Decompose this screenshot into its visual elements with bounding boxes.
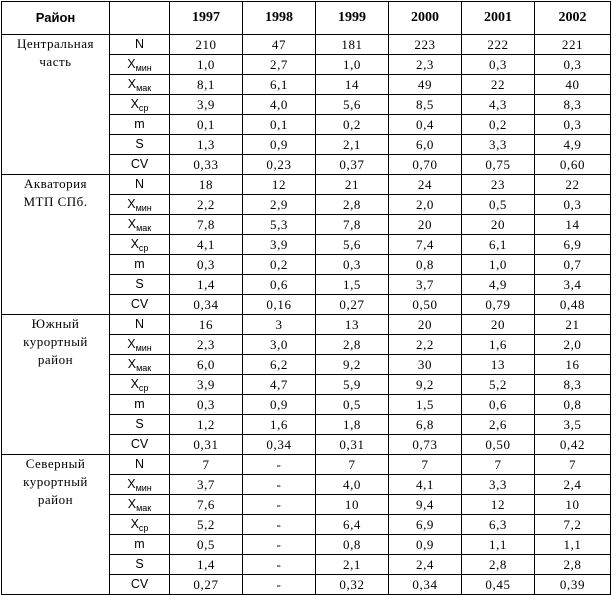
value-cell: 1,6 xyxy=(462,335,535,355)
value-cell: 16 xyxy=(170,315,243,335)
value-cell: 1,8 xyxy=(316,415,389,435)
value-cell: - xyxy=(243,475,316,495)
region-name xyxy=(2,35,110,175)
table-row xyxy=(2,455,611,475)
statistic-subscript: мин xyxy=(135,63,152,73)
value-cell: 181 xyxy=(316,35,389,55)
value-cell: 14 xyxy=(316,75,389,95)
value-cell: 0,4 xyxy=(389,115,462,135)
value-cell: 1,0 xyxy=(462,255,535,275)
statistic-label xyxy=(110,275,170,295)
statistic-subscript: мак xyxy=(136,223,152,233)
region-name-line: курортный xyxy=(23,474,88,489)
value-cell: 22 xyxy=(462,75,535,95)
value-cell: 23 xyxy=(462,175,535,195)
value-cell: 0,8 xyxy=(389,255,462,275)
statistic-subscript: ср xyxy=(138,243,149,253)
value-cell: 5,2 xyxy=(170,515,243,535)
value-cell: 0,9 xyxy=(389,535,462,555)
value-cell: 49 xyxy=(389,75,462,95)
value-cell: 0,31 xyxy=(316,435,389,455)
region-name-line: Акватория xyxy=(23,176,88,191)
value-cell: 0,9 xyxy=(243,135,316,155)
value-cell: - xyxy=(243,535,316,555)
value-cell: 1,5 xyxy=(389,395,462,415)
statistic-symbol: m xyxy=(134,257,145,271)
value-cell: 1,1 xyxy=(535,535,611,555)
value-cell: 20 xyxy=(389,215,462,235)
statistic-label xyxy=(110,175,170,195)
value-cell: 7,4 xyxy=(389,235,462,255)
value-cell: 0,39 xyxy=(535,575,611,595)
statistic-label xyxy=(110,555,170,575)
statistic-subscript: ср xyxy=(138,523,149,533)
table-body xyxy=(2,35,611,595)
value-cell: 6,0 xyxy=(170,355,243,375)
year-header: 1997 xyxy=(170,2,243,35)
year-header: 1998 xyxy=(243,2,316,35)
value-cell: 0,3 xyxy=(316,255,389,275)
value-cell: 3,0 xyxy=(243,335,316,355)
value-cell: 0,5 xyxy=(462,195,535,215)
statistic-label xyxy=(110,395,170,415)
value-cell: 0,27 xyxy=(170,575,243,595)
table-row xyxy=(2,35,611,55)
value-cell: 5,2 xyxy=(462,375,535,395)
value-cell: 0,3 xyxy=(535,115,611,135)
value-cell: 3,5 xyxy=(535,415,611,435)
value-cell: 0,3 xyxy=(170,255,243,275)
value-cell: 0,32 xyxy=(316,575,389,595)
value-cell: 24 xyxy=(389,175,462,195)
value-cell: 7,2 xyxy=(535,515,611,535)
value-cell: 16 xyxy=(535,355,611,375)
statistic-label xyxy=(110,55,170,75)
year-header: 1999 xyxy=(316,2,389,35)
statistic-symbol: CV xyxy=(130,297,149,311)
statistic-symbol: m xyxy=(134,397,145,411)
value-cell: 3,3 xyxy=(462,475,535,495)
value-cell: 20 xyxy=(389,315,462,335)
value-cell: 6,1 xyxy=(243,75,316,95)
value-cell: 0,6 xyxy=(462,395,535,415)
statistic-label xyxy=(110,295,170,315)
value-cell: 0,3 xyxy=(462,55,535,75)
value-cell: 7 xyxy=(462,455,535,475)
value-cell: 0,50 xyxy=(389,295,462,315)
value-cell: 0,16 xyxy=(243,295,316,315)
value-cell: 12 xyxy=(462,495,535,515)
value-cell: 3,4 xyxy=(535,275,611,295)
value-cell: 2,8 xyxy=(316,335,389,355)
statistic-symbol: X xyxy=(130,97,139,111)
region-name-line: курортный xyxy=(23,334,88,349)
value-cell: 7 xyxy=(389,455,462,475)
value-cell: 6,3 xyxy=(462,515,535,535)
value-cell: 9,2 xyxy=(316,355,389,375)
statistic-subscript: мак xyxy=(136,503,152,513)
statistic-symbol: N xyxy=(134,317,145,331)
statistic-symbol: S xyxy=(135,277,144,291)
value-cell: 3,9 xyxy=(170,375,243,395)
statistic-symbol: X xyxy=(127,57,136,71)
value-cell: 0,34 xyxy=(243,435,316,455)
year-header: 2002 xyxy=(535,2,611,35)
value-cell: 2,9 xyxy=(243,195,316,215)
value-cell: 223 xyxy=(389,35,462,55)
value-cell: 4,9 xyxy=(462,275,535,295)
statistic-symbol: X xyxy=(127,337,136,351)
value-cell: 221 xyxy=(535,35,611,55)
value-cell: 0,6 xyxy=(243,275,316,295)
value-cell: 0,34 xyxy=(389,575,462,595)
value-cell: 4,0 xyxy=(316,475,389,495)
statistic-symbol: S xyxy=(135,137,144,151)
value-cell: 10 xyxy=(316,495,389,515)
value-cell: 6,2 xyxy=(243,355,316,375)
stat-header xyxy=(110,2,170,35)
value-cell: 0,79 xyxy=(462,295,535,315)
value-cell: 0,5 xyxy=(316,395,389,415)
value-cell: 0,8 xyxy=(535,395,611,415)
statistic-symbol: S xyxy=(135,417,144,431)
value-cell: 222 xyxy=(462,35,535,55)
statistic-symbol: X xyxy=(127,77,137,91)
value-cell: 0,75 xyxy=(462,155,535,175)
value-cell: 5,3 xyxy=(243,215,316,235)
value-cell: 12 xyxy=(243,175,316,195)
value-cell: 7 xyxy=(316,455,389,475)
value-cell: 20 xyxy=(462,315,535,335)
value-cell: 2,3 xyxy=(170,335,243,355)
value-cell: 2,2 xyxy=(170,195,243,215)
statistic-label xyxy=(110,375,170,395)
statistic-subscript: ср xyxy=(138,103,149,113)
value-cell: 8,1 xyxy=(170,75,243,95)
value-cell: 0,9 xyxy=(243,395,316,415)
statistic-symbol: m xyxy=(134,117,145,131)
table-row xyxy=(2,315,611,335)
value-cell: 0,50 xyxy=(462,435,535,455)
statistic-label xyxy=(110,495,170,515)
statistic-subscript: ср xyxy=(138,383,149,393)
statistic-symbol: CV xyxy=(130,157,149,171)
value-cell: 8,5 xyxy=(389,95,462,115)
value-cell: 0,34 xyxy=(170,295,243,315)
value-cell: - xyxy=(243,455,316,475)
value-cell: 1,0 xyxy=(316,55,389,75)
value-cell: 4,9 xyxy=(535,135,611,155)
value-cell: 0,33 xyxy=(170,155,243,175)
value-cell: 2,8 xyxy=(316,195,389,215)
value-cell: 9,2 xyxy=(389,375,462,395)
value-cell: 21 xyxy=(316,175,389,195)
value-cell: 10 xyxy=(535,495,611,515)
value-cell: - xyxy=(243,575,316,595)
value-cell: 0,48 xyxy=(535,295,611,315)
value-cell: 5,9 xyxy=(316,375,389,395)
statistic-label xyxy=(110,335,170,355)
value-cell: 0,7 xyxy=(535,255,611,275)
year-header: 2000 xyxy=(389,2,462,35)
table-row xyxy=(2,175,611,195)
statistic-label xyxy=(110,195,170,215)
region-name-line: район xyxy=(37,492,74,507)
value-cell: 21 xyxy=(535,315,611,335)
value-cell: 2,8 xyxy=(462,555,535,575)
statistic-symbol: X xyxy=(127,197,136,211)
value-cell: 7,6 xyxy=(170,495,243,515)
value-cell: 18 xyxy=(170,175,243,195)
statistic-label xyxy=(110,155,170,175)
value-cell: 1,1 xyxy=(462,535,535,555)
value-cell: 0,27 xyxy=(316,295,389,315)
statistic-label xyxy=(110,535,170,555)
value-cell: 0,37 xyxy=(316,155,389,175)
value-cell: 30 xyxy=(389,355,462,375)
value-cell: 3,7 xyxy=(170,475,243,495)
value-cell: 3,9 xyxy=(243,235,316,255)
value-cell: 0,3 xyxy=(535,195,611,215)
statistic-symbol: X xyxy=(130,237,139,251)
value-cell: 2,1 xyxy=(316,135,389,155)
region-name-line: часть xyxy=(39,54,72,69)
value-cell: 0,45 xyxy=(462,575,535,595)
value-cell: 3,3 xyxy=(462,135,535,155)
value-cell: 0,2 xyxy=(462,115,535,135)
value-cell: 6,9 xyxy=(389,515,462,535)
value-cell: 0,73 xyxy=(389,435,462,455)
value-cell: 7 xyxy=(535,455,611,475)
value-cell: 1,5 xyxy=(316,275,389,295)
value-cell: 4,1 xyxy=(389,475,462,495)
region-name-line: МТП СПб. xyxy=(23,194,88,209)
statistic-symbol: S xyxy=(135,557,144,571)
value-cell: 2,4 xyxy=(389,555,462,575)
value-cell: 2,0 xyxy=(389,195,462,215)
statistic-symbol: X xyxy=(127,217,137,231)
region-header: Район xyxy=(2,2,110,35)
value-cell: 0,5 xyxy=(170,535,243,555)
value-cell: 2,6 xyxy=(462,415,535,435)
value-cell: 14 xyxy=(535,215,611,235)
value-cell: 2,7 xyxy=(243,55,316,75)
value-cell: 7 xyxy=(170,455,243,475)
value-cell: 6,1 xyxy=(462,235,535,255)
value-cell: 3 xyxy=(243,315,316,335)
statistic-symbol: X xyxy=(130,377,139,391)
value-cell: 4,1 xyxy=(170,235,243,255)
value-cell: 1,6 xyxy=(243,415,316,435)
value-cell: 6,9 xyxy=(535,235,611,255)
statistic-subscript: мин xyxy=(135,203,152,213)
value-cell: 0,42 xyxy=(535,435,611,455)
value-cell: 9,4 xyxy=(389,495,462,515)
value-cell: 0,31 xyxy=(170,435,243,455)
statistic-subscript: мин xyxy=(135,483,152,493)
value-cell: 8,3 xyxy=(535,95,611,115)
value-cell: 4,3 xyxy=(462,95,535,115)
statistic-symbol: N xyxy=(134,37,145,51)
value-cell: 40 xyxy=(535,75,611,95)
value-cell: 0,1 xyxy=(243,115,316,135)
region-name-line: Центральная xyxy=(17,36,94,51)
value-cell: 1,0 xyxy=(170,55,243,75)
statistic-label xyxy=(110,315,170,335)
region-name-line: Южный xyxy=(31,316,80,331)
statistic-symbol: m xyxy=(134,537,145,551)
value-cell: 2,2 xyxy=(389,335,462,355)
region-name-line: Северный xyxy=(25,456,86,471)
statistic-subscript: мак xyxy=(136,83,152,93)
statistic-label xyxy=(110,35,170,55)
statistic-label xyxy=(110,115,170,135)
statistic-label xyxy=(110,75,170,95)
value-cell: 2,3 xyxy=(389,55,462,75)
statistic-label xyxy=(110,475,170,495)
value-cell: 3,9 xyxy=(170,95,243,115)
statistic-label xyxy=(110,575,170,595)
value-cell: 2,1 xyxy=(316,555,389,575)
statistic-label xyxy=(110,235,170,255)
statistic-label xyxy=(110,135,170,155)
region-name xyxy=(2,315,110,455)
value-cell: 1,4 xyxy=(170,555,243,575)
value-cell: 2,8 xyxy=(535,555,611,575)
statistic-subscript: мак xyxy=(136,363,152,373)
value-cell: 1,3 xyxy=(170,135,243,155)
statistic-label xyxy=(110,95,170,115)
value-cell: 5,6 xyxy=(316,95,389,115)
value-cell: 8,3 xyxy=(535,375,611,395)
statistic-label xyxy=(110,455,170,475)
value-cell: 6,0 xyxy=(389,135,462,155)
statistic-label xyxy=(110,515,170,535)
value-cell: 3,7 xyxy=(389,275,462,295)
statistic-symbol: X xyxy=(127,497,137,511)
statistic-label xyxy=(110,215,170,235)
region-name-line: район xyxy=(37,352,74,367)
statistic-symbol: CV xyxy=(130,577,149,591)
value-cell: 4,0 xyxy=(243,95,316,115)
statistic-symbol: N xyxy=(134,177,145,191)
statistic-symbol: X xyxy=(130,517,139,531)
statistics-table xyxy=(1,1,611,595)
value-cell: 6,4 xyxy=(316,515,389,535)
value-cell: 1,4 xyxy=(170,275,243,295)
value-cell: - xyxy=(243,495,316,515)
statistic-symbol: X xyxy=(127,357,137,371)
year-header: 2001 xyxy=(462,2,535,35)
value-cell: 0,3 xyxy=(535,55,611,75)
value-cell: 4,7 xyxy=(243,375,316,395)
header-row xyxy=(2,2,611,35)
statistic-subscript: мин xyxy=(135,343,152,353)
value-cell: 5,6 xyxy=(316,235,389,255)
value-cell: - xyxy=(243,515,316,535)
value-cell: 0,2 xyxy=(316,115,389,135)
value-cell: 0,3 xyxy=(170,395,243,415)
statistic-label xyxy=(110,255,170,275)
value-cell: 20 xyxy=(462,215,535,235)
value-cell: 2,0 xyxy=(535,335,611,355)
value-cell: 0,8 xyxy=(316,535,389,555)
statistic-symbol: N xyxy=(134,457,145,471)
statistic-label xyxy=(110,435,170,455)
value-cell: 0,1 xyxy=(170,115,243,135)
value-cell: 1,2 xyxy=(170,415,243,435)
value-cell: 2,4 xyxy=(535,475,611,495)
value-cell: - xyxy=(243,555,316,575)
statistic-symbol: X xyxy=(127,477,136,491)
value-cell: 13 xyxy=(462,355,535,375)
region-name xyxy=(2,175,110,315)
value-cell: 22 xyxy=(535,175,611,195)
value-cell: 210 xyxy=(170,35,243,55)
value-cell: 0,60 xyxy=(535,155,611,175)
statistic-label xyxy=(110,355,170,375)
statistic-label xyxy=(110,415,170,435)
value-cell: 0,70 xyxy=(389,155,462,175)
value-cell: 7,8 xyxy=(170,215,243,235)
statistic-symbol: CV xyxy=(130,437,149,451)
value-cell: 13 xyxy=(316,315,389,335)
value-cell: 0,2 xyxy=(243,255,316,275)
value-cell: 7,8 xyxy=(316,215,389,235)
value-cell: 47 xyxy=(243,35,316,55)
value-cell: 6,8 xyxy=(389,415,462,435)
value-cell: 0,23 xyxy=(243,155,316,175)
